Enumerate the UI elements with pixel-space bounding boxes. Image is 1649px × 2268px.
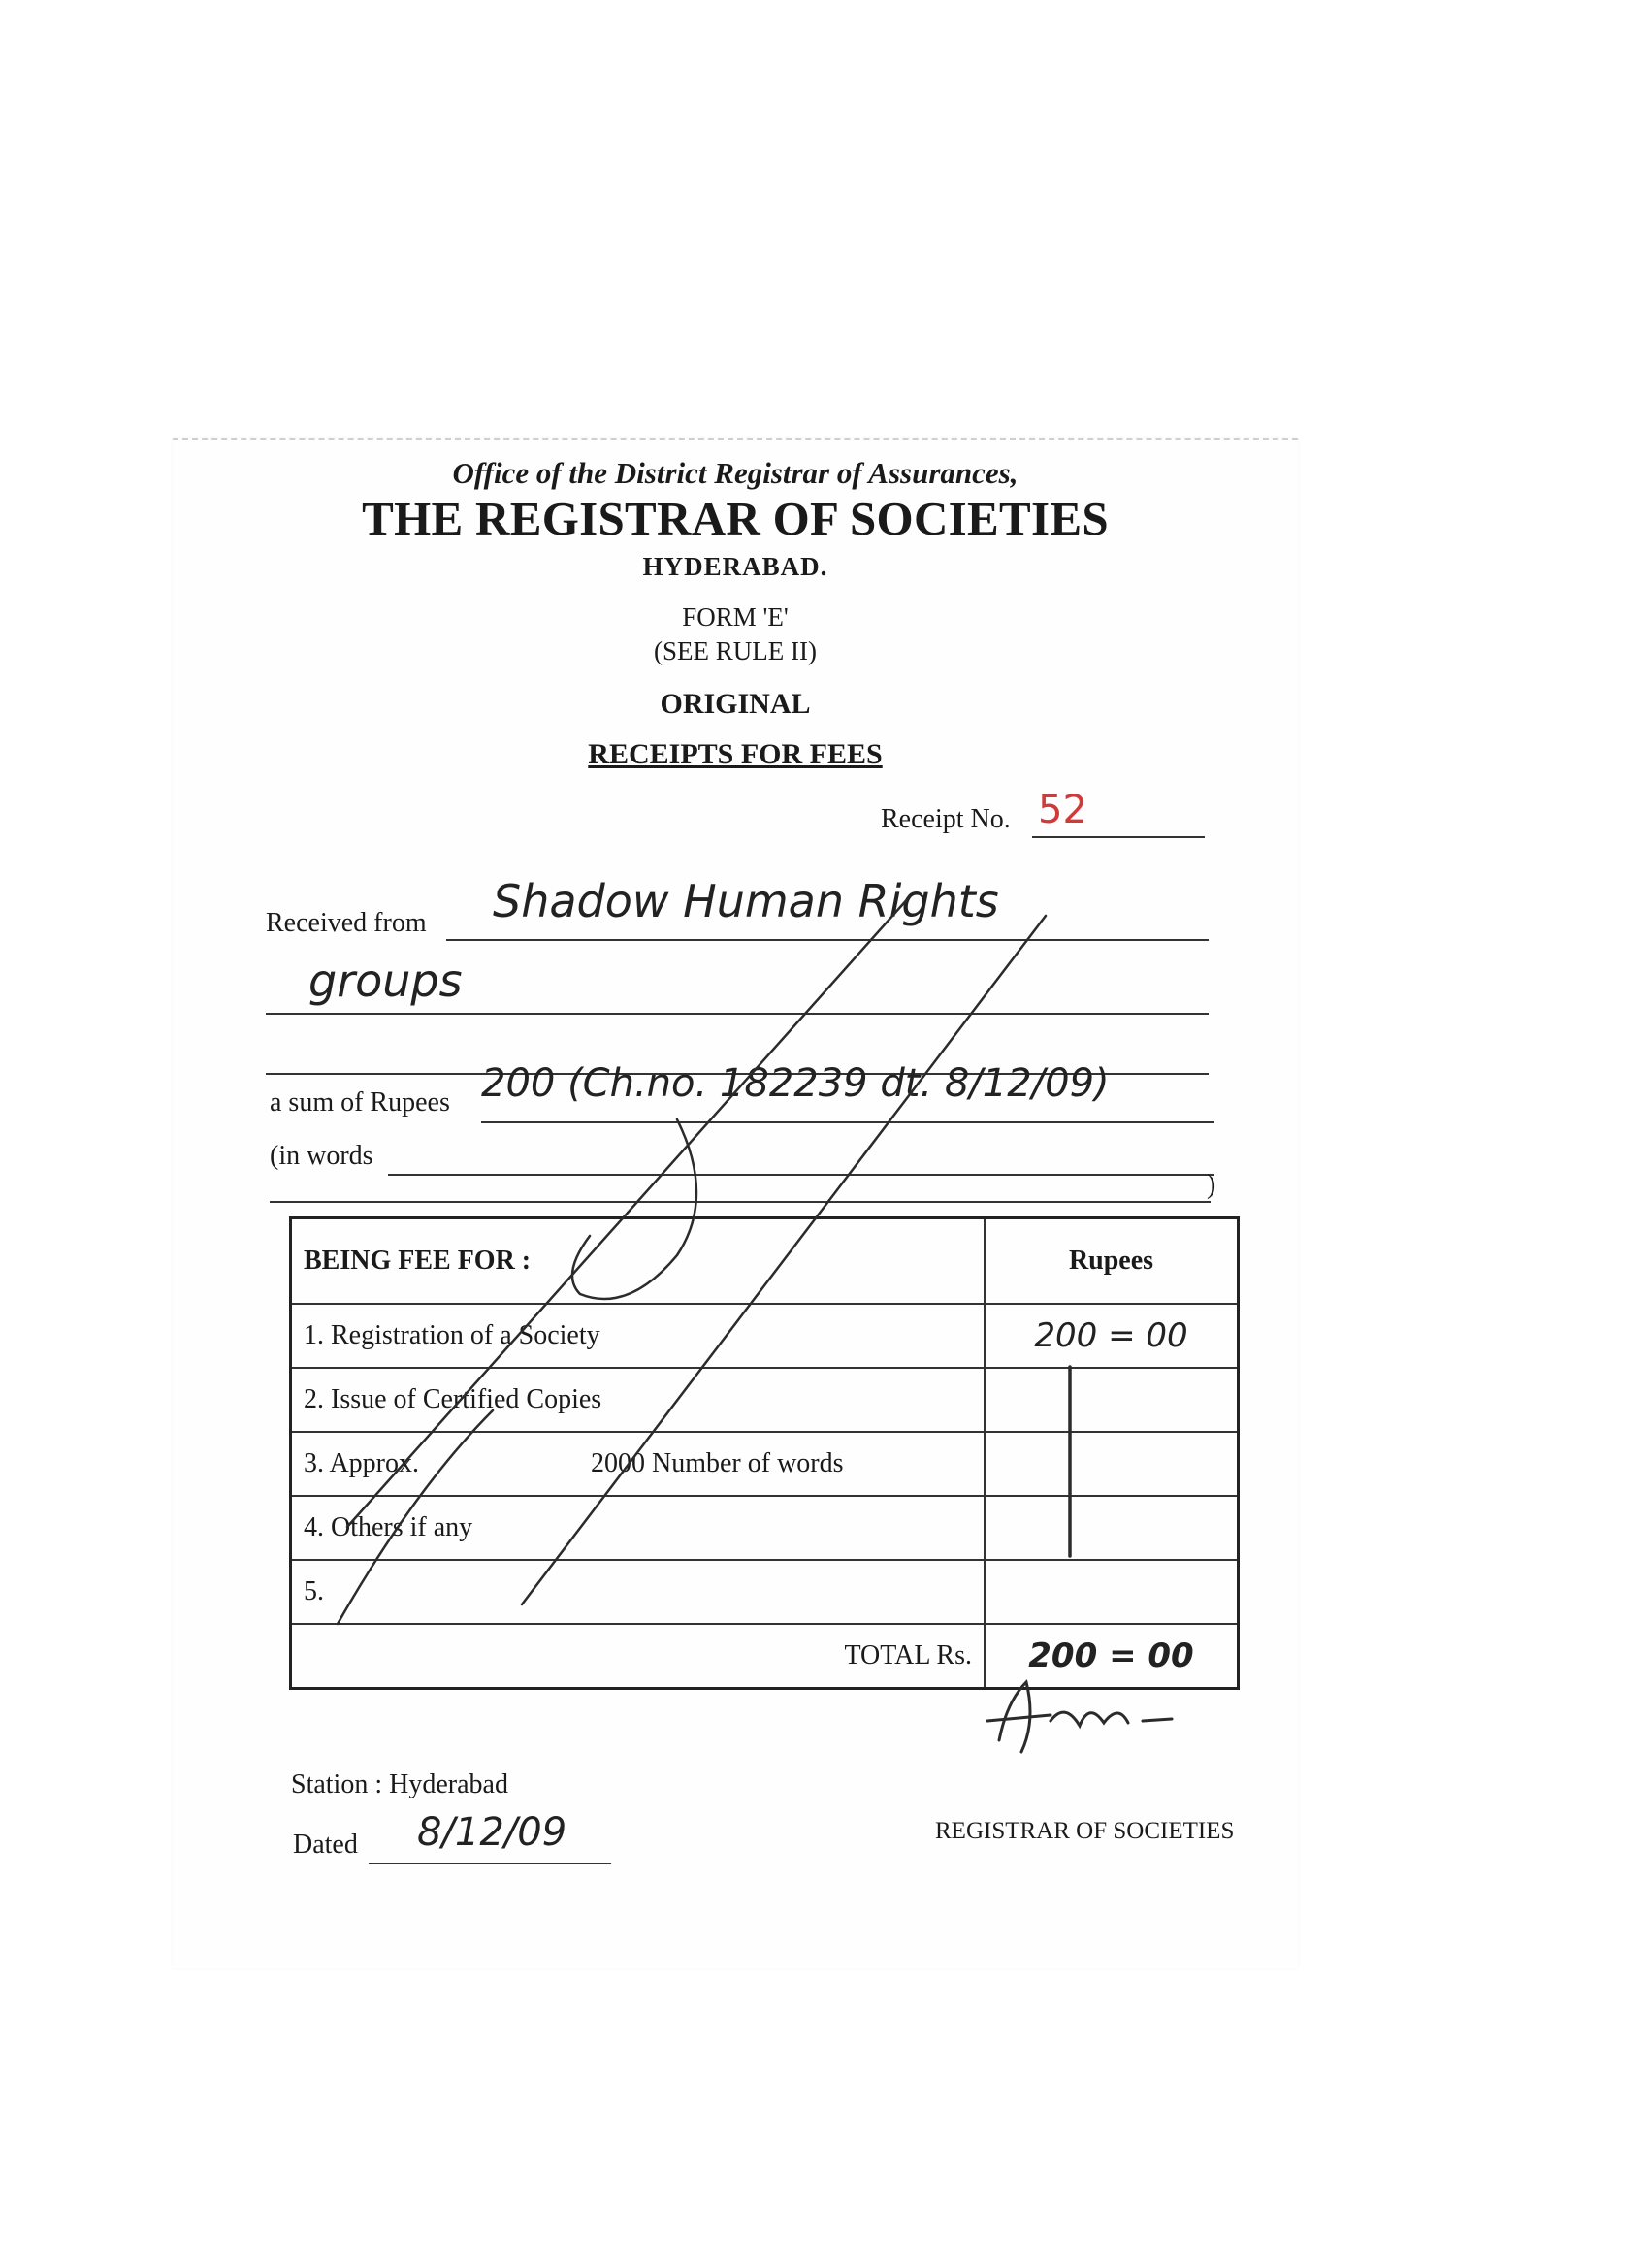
- in-words-label: (in words: [270, 1141, 373, 1171]
- receipt-number-label: Receipt No.: [881, 804, 1011, 834]
- form-id: FORM 'E': [682, 602, 789, 632]
- fee-heading: BEING FEE FOR :: [304, 1246, 532, 1276]
- sum-label: a sum of Rupees: [270, 1087, 450, 1118]
- copy-type: ORIGINAL: [660, 688, 811, 720]
- word-count: 2000 Number of words: [591, 1448, 844, 1478]
- signature-mark: [987, 1682, 1172, 1752]
- page-title: THE REGISTRAR OF SOCIETIES: [362, 492, 1109, 545]
- station: Station : Hyderabad: [291, 1769, 508, 1799]
- total-value: 200 = 00: [985, 1624, 1239, 1689]
- fee-item-label: 5.: [291, 1560, 986, 1624]
- sum-value: 200 (Ch.no. 182239 dt. 8/12/09): [481, 1061, 1110, 1106]
- cross-out-stroke: [347, 896, 910, 1527]
- fee-item-label: 3. Approx.: [304, 1448, 419, 1478]
- office-line: Office of the District Registrar of Assurances,: [452, 456, 1018, 490]
- rupees-header: Rupees: [985, 1218, 1239, 1305]
- receipt-form: [173, 438, 1298, 1968]
- received-from-value-2: groups: [308, 955, 463, 1007]
- fee-item-label: 1. Registration of a Society: [291, 1304, 986, 1368]
- fee-item-amount: 200 = 00: [985, 1304, 1239, 1368]
- signatory-title: REGISTRAR OF SOCIETIES: [935, 1818, 1235, 1844]
- received-from-label: Received from: [266, 908, 427, 938]
- in-words-close: ): [1207, 1170, 1216, 1200]
- fee-item-label: 4. Others if any: [291, 1496, 986, 1560]
- fee-item-label: 2. Issue of Certified Copies: [291, 1368, 986, 1432]
- rule-ref: (SEE RULE II): [654, 636, 817, 665]
- cross-out-stroke: [522, 916, 1046, 1604]
- total-label: TOTAL Rs.: [291, 1624, 986, 1689]
- handwritten-marks: [173, 440, 1298, 1968]
- scribble-mark: [572, 1119, 696, 1299]
- dated-value: 8/12/09: [417, 1810, 567, 1855]
- dated-label: Dated: [293, 1830, 358, 1860]
- receipt-number: 52: [1038, 788, 1087, 832]
- form-heading: RECEIPTS FOR FEES: [588, 738, 883, 770]
- cross-out-stroke: [338, 1410, 493, 1624]
- city: HYDERABAD.: [642, 552, 828, 581]
- received-from-value: Shadow Human Rights: [493, 875, 999, 927]
